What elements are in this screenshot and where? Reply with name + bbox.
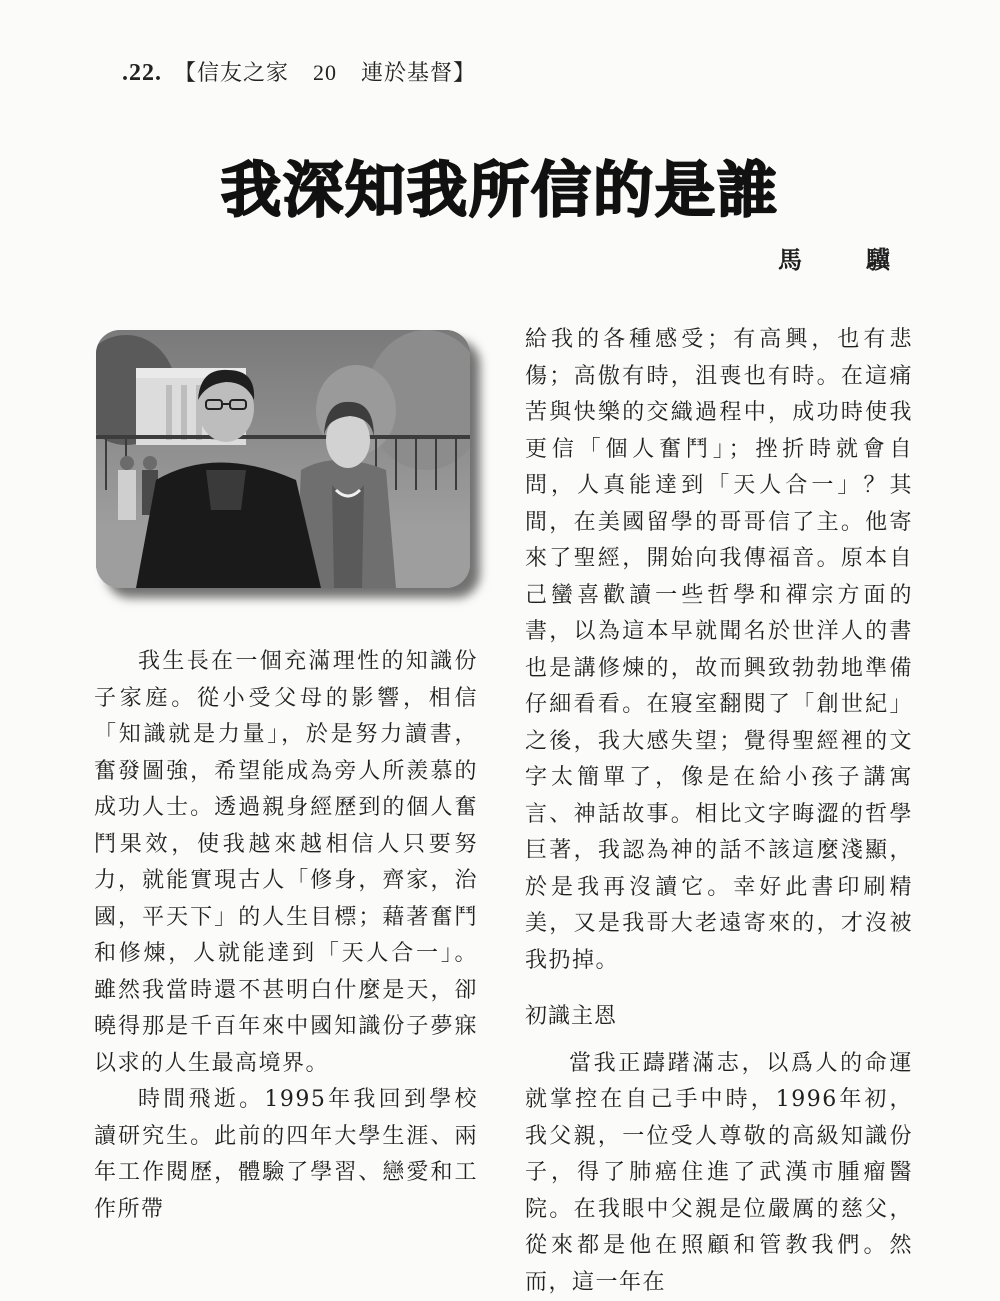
body-paragraph: 時間飛逝。1995年我回到學校讀研究生。此前的四年大學生涯、兩年工作閱歷，體驗了學習、戀愛和工作所帶 <box>94 1082 478 1228</box>
body-paragraph: 當我正躊躇滿志，以爲人的命運就掌控在自己手中時，1996年初，我父親，一位受人尊敬的高級知識份子，得了肺癌住進了武漢市腫瘤醫院。在我眼中父親是位嚴厲的慈父，從來都是他在照顧和管教我們。然而，這一年在 <box>525 1046 913 1301</box>
page-number: .22. <box>122 60 162 86</box>
issue-number: 20 <box>313 60 337 85</box>
body-paragraph: 我生長在一個充滿理性的知識份子家庭。從小受父母的影響，相信「知識就是力量」，於是努力讀書，奮發圖強，希望能成為旁人所羨慕的成功人士。透過親身經歷到的個人奮鬥果效，使我越來越相信人只要努力，就能實現古人「修身，齊家，治國，平天下」的人生目標；藉著奮鬥和修煉，人就能達到「天人合一」。雖然我當時還不甚明白什麼是天，卻曉得那是千百年來中國知識份子夢寐以求的人生最高境界。 <box>94 644 478 1082</box>
section-name: 連於基督】 <box>361 61 476 86</box>
section-subheading: 初識主恩 <box>525 999 913 1036</box>
body-paragraph-continued: 給我的各種感受；有高興，也有悲傷；高傲有時，沮喪也有時。在這痛苦與快樂的交織過程中，成功時使我更信「個人奮鬥」；挫折時就會自問，人真能達到「天人合一」？其間，在美國留學的哥哥信了主。他寄來了聖經，開始向我傳福音。原本自己蠻喜歡讀一些哲學和禪宗方面的書，以為這本早就聞名於世洋人的書也是講修煉的，故而興致勃勃地準備仔細看看。在寢室翻閱了「創世紀」之後，我大感失望；覺得聖經裡的文字太簡單了，像是在給小孩子講寓言、神話故事。相比文字晦澀的哲學巨著，我認為神的話不該這麼淺顯，於是我再沒讀它。幸好此書印刷精美，又是我哥大老遠寄來的，才沒被我扔掉。 <box>525 322 913 979</box>
right-column <box>525 322 913 1301</box>
magazine-name: 【信友之家 <box>174 61 289 86</box>
couple-photo <box>96 330 470 588</box>
article-title: 我深知我所信的是誰 <box>0 143 1000 229</box>
running-header <box>122 56 476 87</box>
left-column <box>94 644 478 1228</box>
article-author: 馬 驥 <box>778 240 910 275</box>
